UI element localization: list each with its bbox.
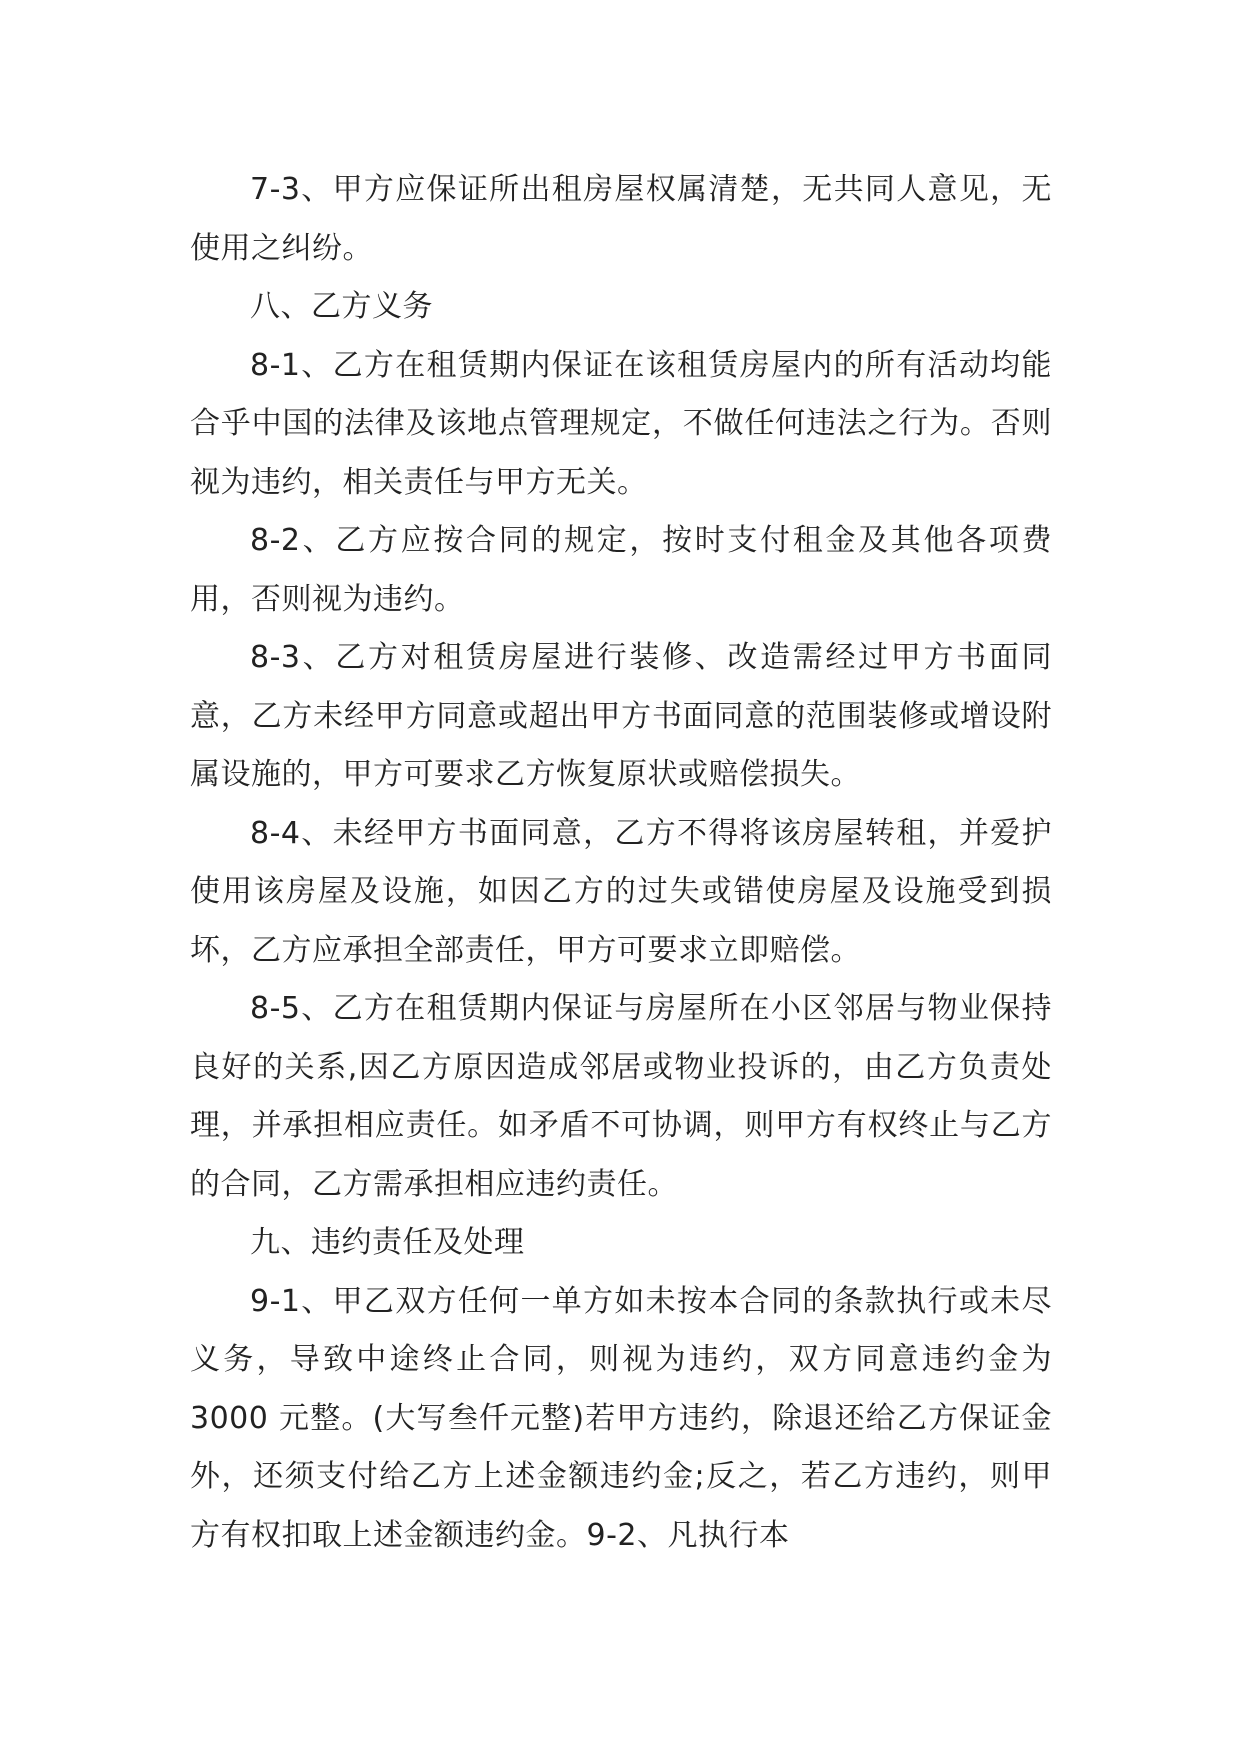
clause-7-3: 7-3、甲方应保证所出租房屋权属清楚，无共同人意见，无使用之纠纷。 (190, 172, 1052, 266)
clause-8-4: 8-4、未经甲方书面同意，乙方不得将该房屋转租，并爱护使用该房屋及设施，如因乙方的过失或错使房屋及设施受到损坏，乙方应承担全部责任，甲方可要求立即赔偿。 (190, 815, 1052, 968)
section-heading-9: 九、违约责任及处理 (250, 1225, 525, 1260)
document-body (190, 161, 1052, 1565)
section-heading-8: 八、乙方义务 (250, 289, 433, 324)
clause-8-1: 8-1、乙方在租赁期内保证在该租赁房屋内的所有活动均能合乎中国的法律及该地点管理规定，不做任何违法之行为。否则视为违约，相关责任与甲方无关。 (190, 347, 1052, 500)
clause-9-1: 9-1、甲乙双方任何一单方如未按本合同的条款执行或未尽义务，导致中途终止合同，则视为违约，双方同意违约金为 3000 元整。(大写叁仟元整)若甲方违约，除退还给乙方保证金外，还须支付给乙方上述金额违约金;反之，若乙方违约，则甲方有权扣取上述金额违约金。9-2、凡执行本 (190, 1283, 1052, 1553)
clause-8-3: 8-3、乙方对租赁房屋进行装修、改造需经过甲方书面同意，乙方未经甲方同意或超出甲方书面同意的范围装修或增设附属设施的，甲方可要求乙方恢复原状或赔偿损失。 (190, 640, 1052, 792)
clause-8-5: 8-5、乙方在租赁期内保证与房屋所在小区邻居与物业保持良好的关系,因乙方原因造成邻居或物业投诉的，由乙方负责处理，并承担相应责任。如矛盾不可协调，则甲方有权终止与乙方的合同，乙方需承担相应违约责任。 (190, 991, 1052, 1202)
clause-8-2: 8-2、乙方应按合同的规定，按时支付租金及其他各项费用，否则视为违约。 (190, 523, 1052, 617)
